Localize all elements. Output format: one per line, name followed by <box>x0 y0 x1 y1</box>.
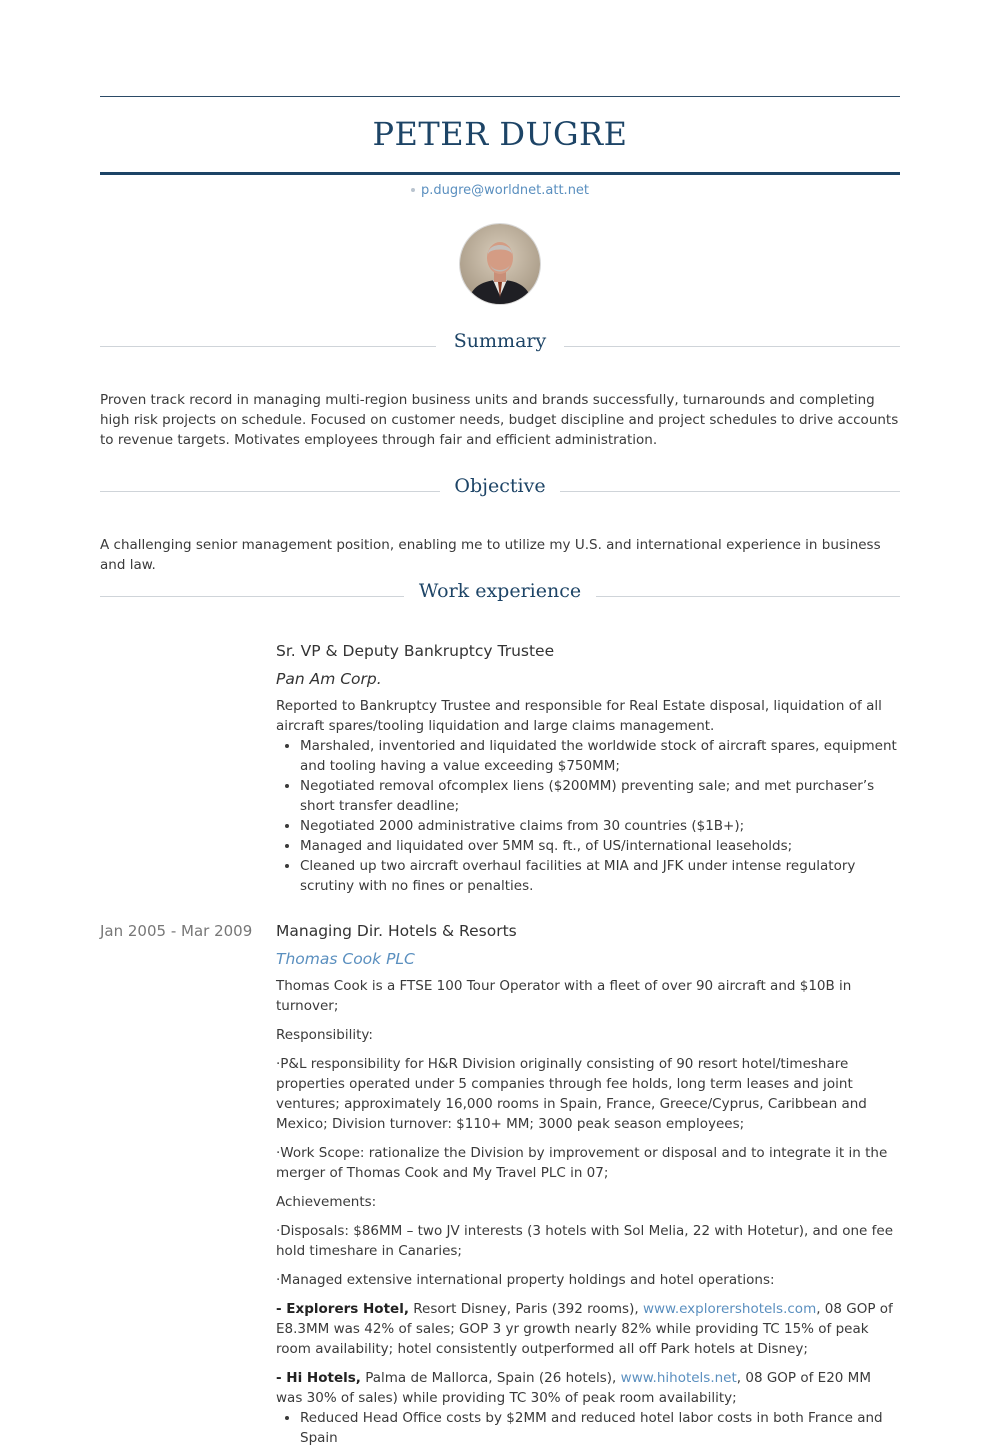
objective-text: A challenging senior management position, enabling me to utilize my U.S. and international experience in business and law. <box>100 537 881 573</box>
list-item: • Negotiated 2000 administrative claims from 30 countries ($1B+); <box>300 816 900 836</box>
job-company: Pan Am Corp. <box>276 670 382 688</box>
hotel-name: - Hi Hotels, <box>276 1370 361 1386</box>
job-description <box>276 696 900 896</box>
job-title: Sr. VP & Deputy Bankruptcy Trustee <box>276 642 555 660</box>
email-link[interactable]: p.dugre@worldnet.att.net <box>420 183 590 198</box>
summary-heading <box>100 326 900 356</box>
hi-hotels-link[interactable]: www.hihotels.net <box>620 1370 737 1386</box>
objective-heading <box>100 471 900 501</box>
candidate-name: PETER DUGRE <box>372 115 628 153</box>
hotel-name: - Explorers Hotel, <box>276 1301 409 1317</box>
job-date: Jan 2005 - Mar 2009 <box>100 922 253 940</box>
summary-text: Proven track record in managing multi-region business units and brands successfully, turnarounds and completing high risk projects on schedule. Focused on customer needs, budget discipline and project schedules to drive accounts to revenue targets. Motivates employees through fair and efficient administration. <box>100 392 899 448</box>
summary-title: Summary <box>453 330 547 352</box>
job-paragraph: Responsibility: <box>276 1027 373 1043</box>
explorers-hotel-link[interactable]: www.explorershotels.com <box>642 1301 817 1317</box>
work-experience-heading <box>100 576 900 606</box>
objective-title: Objective <box>454 475 546 497</box>
work-experience-title: Work experience <box>418 580 582 602</box>
hotel-detail: Resort Disney, Paris (392 rooms), <box>408 1301 643 1317</box>
job-paragraph: Achievements: <box>276 1194 377 1210</box>
list-item: • Reduced Head Office costs by $2MM and reduced hotel labor costs in both France and Spain <box>300 1408 900 1448</box>
job-paragraph: ·Work Scope: rationalize the Division by improvement or disposal and to integrate it in the merger of Thomas Cook and My Travel PLC in 07; <box>276 1145 888 1181</box>
explorers-hotel-paragraph <box>276 1299 900 1359</box>
avatar <box>460 224 540 304</box>
contact-line <box>100 181 900 201</box>
hotel-detail: Palma de Mallorca, Spain (26 hotels), <box>360 1370 621 1386</box>
hotel-detail: , 08 GOP of E8.3MM was 42% of sales; GOP 3 yr growth nearly 82% while providing TC 15% of peak room availability; hotel consistently outperformed all off Park hotels at Disney; <box>276 1301 893 1357</box>
job-bullets <box>276 1408 900 1448</box>
company-link[interactable]: Thomas Cook PLC <box>276 950 415 968</box>
job-intro: Reported to Bankruptcy Trustee and responsible for Real Estate disposal, liquidation of all aircraft spares/tooling liquidation and large claims management. <box>276 698 882 734</box>
list-item: • Managed and liquidated over 5MM sq. ft., of US/international leaseholds; <box>300 836 900 856</box>
job-bullets <box>276 736 900 896</box>
bullet-dot-icon <box>411 188 415 192</box>
name-underline <box>100 172 900 175</box>
job-title: Managing Dir. Hotels & Resorts <box>276 922 517 940</box>
list-item: • Negotiated removal ofcomplex liens ($200MM) preventing sale; and met purchaser’s short transfer deadline; <box>300 776 900 816</box>
job-paragraph: ·Managed extensive international property holdings and hotel operations: <box>276 1272 775 1288</box>
list-item: • Cleaned up two aircraft overhaul facilities at MIA and JFK under intense regulatory scrutiny with no fines or penalties. <box>300 856 900 896</box>
job-paragraph: ·P&L responsibility for H&R Division originally consisting of 90 resort hotel/timeshare properties operated under 5 companies through fee holds, long term leases and joint ventures; approximately 16,000 rooms in Spain, France, Greece/Cyprus, Caribbean and Mexico; Division turnover: $110+ MM; 3000 peak season employees; <box>276 1056 867 1132</box>
hi-hotels-paragraph <box>276 1368 900 1408</box>
top-rule <box>100 96 900 97</box>
job-paragraph: Thomas Cook is a FTSE 100 Tour Operator with a fleet of over 90 aircraft and $10B in turnover; <box>276 978 852 1014</box>
job-paragraph: ·Disposals: $86MM – two JV interests (3 hotels with Sol Melia, 22 with Hotetur), and one fee hold timeshare in Canaries; <box>276 1223 894 1259</box>
person-portrait-icon <box>460 224 540 304</box>
hotel-detail: , 08 GOP of E20 MM was 30% of sales) while providing TC 30% of peak room availability; <box>276 1370 871 1406</box>
list-item: • Marshaled, inventoried and liquidated the worldwide stock of aircraft spares, equipment and tooling having a value exceeding $750MM; <box>300 736 900 776</box>
job-description <box>276 976 900 1448</box>
